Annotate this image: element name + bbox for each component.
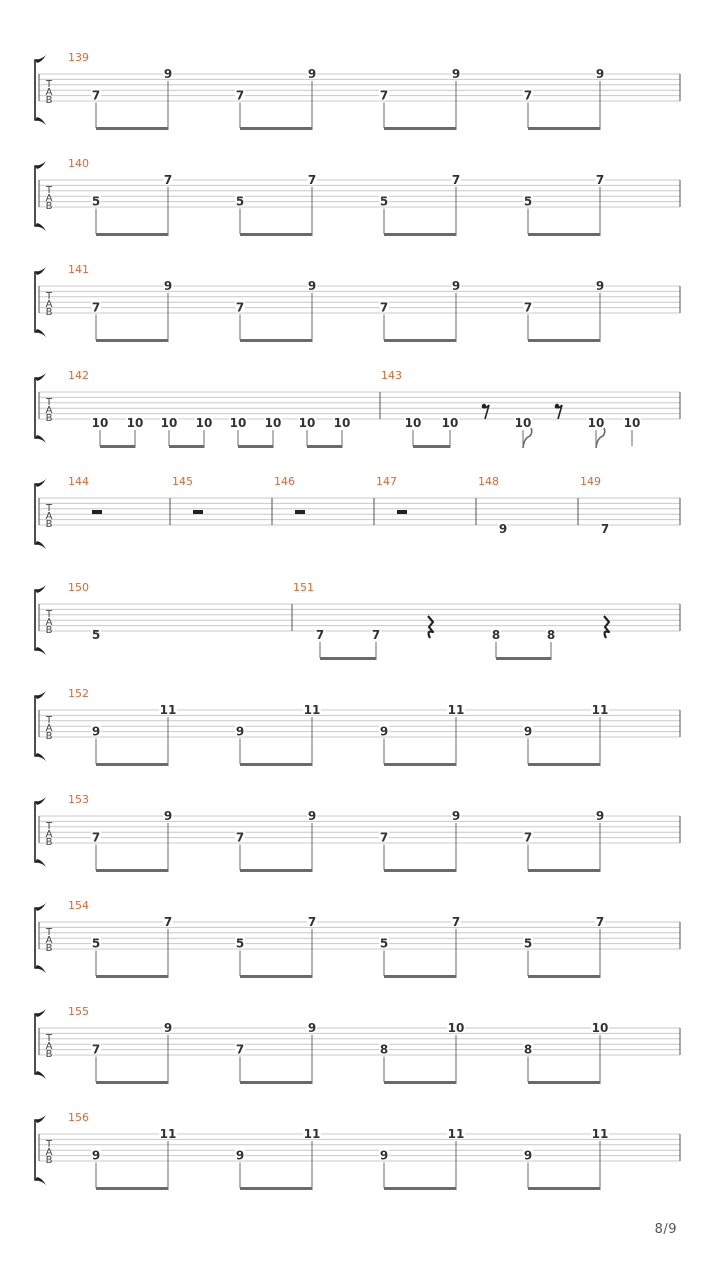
note-flag <box>523 428 532 448</box>
bracket-bottom-curl <box>35 541 46 549</box>
fret-number: 7 <box>595 915 605 929</box>
fret-number: 10 <box>229 416 247 430</box>
fret-number: 9 <box>163 1021 173 1035</box>
fret-number: 10 <box>587 416 605 430</box>
measure-number: 152 <box>68 687 89 700</box>
fret-number: 11 <box>447 703 465 717</box>
fret-number: 9 <box>235 724 245 739</box>
measure-number: 145 <box>172 475 193 488</box>
fret-number: 10 <box>447 1021 465 1035</box>
fret-number: 7 <box>379 88 389 103</box>
tab-clef-letter: B <box>45 625 53 636</box>
note-beam <box>240 975 313 978</box>
fret-number: 7 <box>523 830 533 845</box>
fret-number: 10 <box>441 416 459 430</box>
bracket-bottom-curl <box>35 1177 46 1185</box>
fret-number: 9 <box>163 67 173 81</box>
fret-number: 5 <box>235 194 245 209</box>
tab-clef-letter: B <box>45 1155 53 1166</box>
note-beam <box>240 1081 313 1084</box>
system-bracket <box>35 60 38 120</box>
fret-number: 5 <box>379 936 389 951</box>
bracket-top-curl <box>35 1009 46 1017</box>
fret-number: 10 <box>126 416 144 430</box>
fret-number: 9 <box>523 1148 533 1163</box>
note-beam <box>384 233 457 236</box>
tab-clef-letter: A <box>45 1041 53 1052</box>
fret-number: 9 <box>523 724 533 739</box>
tab-clef-letter: B <box>45 731 53 742</box>
note-beam <box>240 233 313 236</box>
fret-number: 5 <box>91 194 101 209</box>
fret-number: 7 <box>235 1042 245 1057</box>
tab-clef-letter: B <box>45 95 53 106</box>
fret-number: 9 <box>498 522 508 536</box>
fret-number: 8 <box>546 628 556 642</box>
note-beam <box>528 869 601 872</box>
tab-clef-letter: A <box>45 405 53 416</box>
tab-clef-letter: A <box>45 935 53 946</box>
fret-number: 8 <box>379 1042 389 1057</box>
bracket-top-curl <box>35 1115 46 1123</box>
measure-number: 148 <box>478 475 499 488</box>
bracket-bottom-curl <box>35 1071 46 1079</box>
fret-number: 8 <box>491 628 501 642</box>
fret-number: 9 <box>307 67 317 81</box>
bracket-top-curl <box>35 267 46 275</box>
fret-number: 9 <box>307 1021 317 1035</box>
fret-number: 10 <box>404 416 422 430</box>
fret-number: 5 <box>379 194 389 209</box>
note-beam <box>528 1081 601 1084</box>
fret-number: 9 <box>163 279 173 293</box>
fret-number: 7 <box>91 830 101 845</box>
note-beam <box>96 1187 169 1190</box>
tab-clef-letter: T <box>45 1139 53 1150</box>
fret-number: 5 <box>91 628 101 642</box>
note-beam <box>384 763 457 766</box>
note-beam <box>528 233 601 236</box>
quarter-rest <box>428 616 433 638</box>
tab-clef-letter: T <box>45 185 53 196</box>
note-beam <box>96 1081 169 1084</box>
tab-clef-letter: A <box>45 87 53 98</box>
whole-rest <box>92 510 102 514</box>
fret-number: 7 <box>595 173 605 187</box>
measure-number: 154 <box>68 899 89 912</box>
fret-number: 7 <box>379 300 389 315</box>
note-beam <box>384 975 457 978</box>
fret-number: 7 <box>451 173 461 187</box>
fret-number: 10 <box>514 416 532 430</box>
fret-number: 11 <box>159 1127 177 1141</box>
whole-rest <box>295 510 305 514</box>
tab-clef-letter: B <box>45 519 53 530</box>
fret-number: 7 <box>307 173 317 187</box>
measure-number: 151 <box>293 581 314 594</box>
page-number: 8/9 <box>654 1222 677 1237</box>
eighth-rest <box>482 405 489 419</box>
tab-clef-letter: T <box>45 715 53 726</box>
fret-number: 10 <box>160 416 178 430</box>
bracket-top-curl <box>35 797 46 805</box>
measure-number: 139 <box>68 51 89 64</box>
fret-number: 8 <box>523 1042 533 1057</box>
tab-clef-letter: T <box>45 291 53 302</box>
fret-number: 9 <box>451 279 461 293</box>
bracket-top-curl <box>35 479 46 487</box>
tab-clef-letter: T <box>45 927 53 938</box>
fret-number: 5 <box>235 936 245 951</box>
note-beam <box>528 1187 601 1190</box>
note-beam <box>96 869 169 872</box>
system-bracket <box>35 696 38 756</box>
system-bracket <box>35 378 38 438</box>
fret-number: 5 <box>91 936 101 951</box>
fret-number: 10 <box>264 416 282 430</box>
bracket-bottom-curl <box>35 859 46 867</box>
fret-number: 7 <box>315 628 325 642</box>
fret-number: 9 <box>379 724 389 739</box>
eighth-rest <box>555 405 562 419</box>
measure-number: 144 <box>68 475 89 488</box>
bracket-top-curl <box>35 373 46 381</box>
fret-number: 11 <box>447 1127 465 1141</box>
bracket-top-curl <box>35 161 46 169</box>
measure-number: 155 <box>68 1005 89 1018</box>
fret-number: 7 <box>371 628 381 642</box>
fret-number: 7 <box>91 300 101 315</box>
fret-number: 11 <box>303 703 321 717</box>
note-beam <box>240 869 313 872</box>
tab-clef-letter: A <box>45 617 53 628</box>
system-bracket <box>35 1120 38 1180</box>
measure-number: 142 <box>68 369 89 382</box>
tab-clef-letter: B <box>45 413 53 424</box>
fret-number: 9 <box>91 1148 101 1163</box>
quarter-rest <box>604 616 609 638</box>
note-beam <box>96 975 169 978</box>
fret-number: 10 <box>623 416 641 430</box>
measure-number: 146 <box>274 475 295 488</box>
note-beam <box>384 869 457 872</box>
note-flag <box>596 428 605 448</box>
bracket-top-curl <box>35 903 46 911</box>
note-beam <box>528 339 601 342</box>
fret-number: 7 <box>451 915 461 929</box>
fret-number: 10 <box>298 416 316 430</box>
fret-number: 10 <box>333 416 351 430</box>
measure-number: 156 <box>68 1111 89 1124</box>
fret-number: 7 <box>235 830 245 845</box>
system-bracket <box>35 166 38 226</box>
note-beam <box>96 127 169 130</box>
fret-number: 7 <box>91 88 101 103</box>
measure-number: 147 <box>376 475 397 488</box>
tab-clef-letter: T <box>45 79 53 90</box>
tab-clef-letter: B <box>45 943 53 954</box>
fret-number: 9 <box>307 809 317 823</box>
whole-rest <box>397 510 407 514</box>
note-beam <box>240 1187 313 1190</box>
note-beam <box>528 127 601 130</box>
fret-number: 5 <box>523 936 533 951</box>
system-bracket <box>35 908 38 968</box>
bracket-bottom-curl <box>35 223 46 231</box>
system-bracket <box>35 802 38 862</box>
note-beam <box>240 763 313 766</box>
measure-number: 141 <box>68 263 89 276</box>
tab-clef-letter: T <box>45 1033 53 1044</box>
note-beam <box>96 233 169 236</box>
tab-clef-letter: A <box>45 723 53 734</box>
fret-number: 7 <box>600 522 610 536</box>
fret-number: 7 <box>307 915 317 929</box>
bracket-bottom-curl <box>35 647 46 655</box>
system-bracket <box>35 1014 38 1074</box>
note-beam <box>384 127 457 130</box>
measure-number: 153 <box>68 793 89 806</box>
fret-number: 11 <box>591 1127 609 1141</box>
system-bracket <box>35 590 38 650</box>
system-bracket <box>35 484 38 544</box>
bracket-bottom-curl <box>35 965 46 973</box>
fret-number: 7 <box>523 300 533 315</box>
tab-clef-letter: T <box>45 397 53 408</box>
tab-clef-letter: B <box>45 201 53 212</box>
note-beam <box>240 127 313 130</box>
note-beam <box>169 445 205 448</box>
whole-rest <box>193 510 203 514</box>
fret-number: 10 <box>591 1021 609 1035</box>
fret-number: 9 <box>595 67 605 81</box>
fret-number: 9 <box>451 67 461 81</box>
tab-clef-letter: A <box>45 1147 53 1158</box>
bracket-top-curl <box>35 691 46 699</box>
tab-clef-letter: B <box>45 1049 53 1060</box>
note-beam <box>384 1187 457 1190</box>
tab-clef-letter: T <box>45 503 53 514</box>
measure-number: 150 <box>68 581 89 594</box>
note-beam <box>496 657 552 660</box>
tab-clef-letter: A <box>45 829 53 840</box>
note-beam <box>384 1081 457 1084</box>
fret-number: 11 <box>591 703 609 717</box>
tab-clef-letter: A <box>45 193 53 204</box>
note-beam <box>240 339 313 342</box>
bracket-bottom-curl <box>35 435 46 443</box>
fret-number: 9 <box>235 1148 245 1163</box>
note-beam <box>307 445 343 448</box>
fret-number: 7 <box>91 1042 101 1057</box>
fret-number: 11 <box>159 703 177 717</box>
note-beam <box>528 763 601 766</box>
system-bracket <box>35 272 38 332</box>
fret-number: 9 <box>307 279 317 293</box>
measure-number: 140 <box>68 157 89 170</box>
tab-clef-letter: B <box>45 837 53 848</box>
note-beam <box>413 445 451 448</box>
tab-clef-letter: T <box>45 821 53 832</box>
bracket-top-curl <box>35 585 46 593</box>
fret-number: 9 <box>91 724 101 739</box>
note-beam <box>96 339 169 342</box>
note-beam <box>100 445 136 448</box>
bracket-bottom-curl <box>35 753 46 761</box>
tab-clef-letter: A <box>45 299 53 310</box>
fret-number: 9 <box>379 1148 389 1163</box>
note-beam <box>528 975 601 978</box>
bracket-top-curl <box>35 55 46 63</box>
fret-number: 9 <box>595 279 605 293</box>
note-beam <box>384 339 457 342</box>
fret-number: 9 <box>163 809 173 823</box>
fret-number: 7 <box>163 915 173 929</box>
fret-number: 7 <box>523 88 533 103</box>
fret-number: 11 <box>303 1127 321 1141</box>
bracket-bottom-curl <box>35 329 46 337</box>
fret-number: 5 <box>523 194 533 209</box>
measure-number: 143 <box>381 369 402 382</box>
note-beam <box>320 657 377 660</box>
tab-clef-letter: T <box>45 609 53 620</box>
fret-number: 9 <box>451 809 461 823</box>
bracket-bottom-curl <box>35 117 46 125</box>
measure-number: 149 <box>580 475 601 488</box>
fret-number: 7 <box>163 173 173 187</box>
note-beam <box>96 763 169 766</box>
note-beam <box>238 445 274 448</box>
fret-number: 7 <box>235 300 245 315</box>
fret-number: 10 <box>195 416 213 430</box>
fret-number: 7 <box>235 88 245 103</box>
tab-clef-letter: A <box>45 511 53 522</box>
fret-number: 10 <box>91 416 109 430</box>
tab-clef-letter: B <box>45 307 53 318</box>
fret-number: 9 <box>595 809 605 823</box>
fret-number: 7 <box>379 830 389 845</box>
